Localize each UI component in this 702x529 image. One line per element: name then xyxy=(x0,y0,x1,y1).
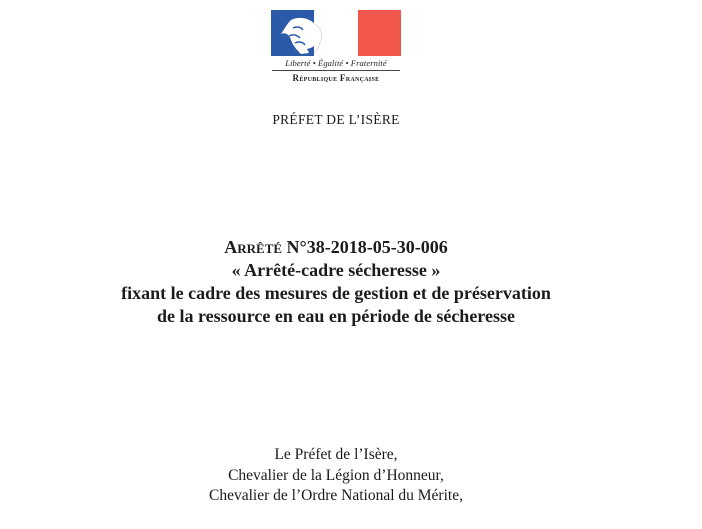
signatory-line3: Chevalier de l’Ordre National du Mérite, xyxy=(209,487,463,504)
republique-logo xyxy=(266,10,406,83)
logo-divider xyxy=(272,70,400,71)
arrete-word: Arrêté xyxy=(224,237,283,257)
marianne-flag-icon xyxy=(271,10,401,56)
decree-number-line xyxy=(0,236,672,259)
logo-republic: République Française xyxy=(292,73,380,83)
signatory-block xyxy=(0,445,672,507)
decree-number: N°38-2018-05-30-006 xyxy=(282,237,448,257)
decree-title-line3: fixant le cadre des mesures de gestion et de préservation xyxy=(121,283,551,303)
logo-motto: Liberté • Égalité • Fraternité xyxy=(285,58,387,68)
signatory-line1: Le Préfet de l’Isère, xyxy=(274,446,398,463)
signatory-line2: Chevalier de la Légion d’Honneur, xyxy=(228,466,444,484)
prefet-header: PRÉFET DE L’ISÈRE xyxy=(272,112,400,127)
decree-title xyxy=(0,236,672,328)
decree-subtitle: « Arrêté-cadre sécheresse » xyxy=(231,260,441,280)
decree-title-line4: de la ressource en eau en période de sécheresse xyxy=(157,306,515,326)
